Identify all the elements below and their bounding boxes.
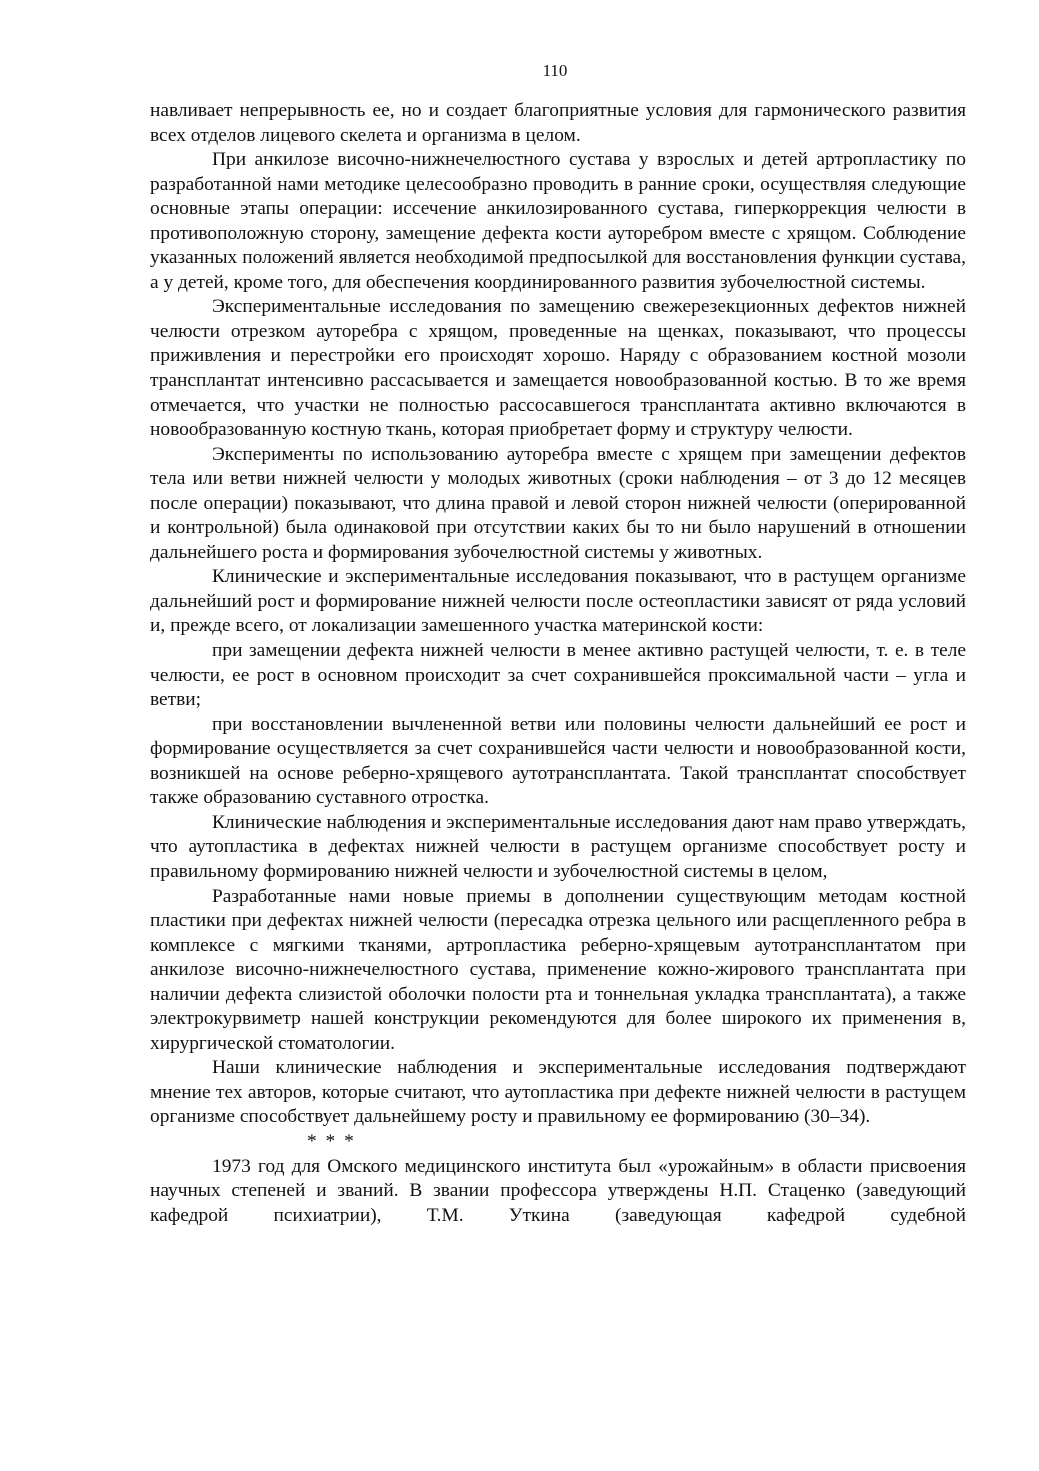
paragraph-ankylosis-arthroplasty: При анкилозе височно-нижнечелюстного сустава у взрослых и детей артропластику по разработанной нами методике целесообразно проводить в ранние сроки, осуществляя следующие основные этапы операции: иссечение анкилозированного сустава, гиперкоррекция челюсти в противоположную сторону, замещение дефекта кости ауторебром вместе с хрящом. Соблюдение указанных положений является необходимой предпосылкой для восстановления функции сустава, а у детей, кроме того, для обеспечения координированного развития зубочелюстной системы. bbox=[150, 149, 966, 293]
paragraph-clinical-observations: Клинические наблюдения и экспериментальные исследования дают нам право утверждать, что аутопластика в дефектах нижней челюсти в растущем организме способствует росту и правильному формированию нижней челюсти и зубочелюстной системы в целом, bbox=[150, 811, 966, 882]
paragraph-continuation: навливает непрерывность ее, но и создает благоприятные условия для гармонического развития всех отделов лицевого скелета и организма в целом. bbox=[150, 100, 966, 146]
paragraph-conclusion: Наши клинические наблюдения и экспериментальные исследования подтверждают мнение тех авторов, которые считают, что аутопластика при дефекте нижней челюсти в растущем организме способствует дальнейшему росту и правильному ее формированию (30–34). bbox=[150, 1057, 966, 1128]
body-text bbox=[150, 99, 966, 1228]
paragraph-clinical-growth-conditions: Клинические и экспериментальные исследования показывают, что в растущем организме дальнейший рост и формирование нижней челюсти после остеопластики зависят от ряда условий и, прежде всего, от локализации замешенного участка материнской кости: bbox=[150, 566, 966, 637]
paragraph-body-defect: при замещении дефекта нижней челюсти в менее активно растущей челюсти, т. е. в теле челюсти, ее рост в основном происходит за счет сохранившейся проксимальной части – угла и ветви; bbox=[150, 640, 966, 711]
paragraph-branch-restoration: при восстановлении вычлененной ветви или половины челюсти дальнейший ее рост и формирование осуществляется за счет сохранившейся части челюсти и новообразованной кости, возникшей на основе реберно-хрящевого аутотрансплантата. Такой трансплантат способствует также образованию суставного отростка. bbox=[150, 713, 966, 809]
paragraph-new-techniques: Разработанные нами новые приемы в дополнении существующим методам костной пластики при дефектах нижней челюсти (пересадка отрезка цельного или расщепленного ребра в комплексе с мягкими тканями, артропластика реберно-хрящевым аутотрансплантатом при анкилозе височно-нижнечелюстного сустава, применение кожно-жирового трансплантата при наличии дефекта слизистой оболочки полости рта и тоннельная укладка трансплантата), а также электрокурвиметр нашей конструкции рекомендуются для более широкого их применения в, хирургической стоматологии. bbox=[150, 885, 966, 1054]
paragraph-experimental-puppies: Экспериментальные исследования по замещению свежерезекционных дефектов нижней челюсти отрезком ауторебра с хрящом, проведенные на щенках, показывают, что процессы приживления и перестройки его происходят хорошо. Наряду с образованием костной мозоли трансплантат интенсивно рассасывается и замещается новообразованной костью. В то же время отмечается, что участки не полностью рассосавшегося трансплантата активно включаются в новообразованную костную ткань, которая приобретает форму и структуру челюсти. bbox=[150, 296, 966, 441]
page-number: 110 bbox=[542, 61, 568, 80]
section-separator: * * * bbox=[307, 1130, 356, 1152]
paragraph-experiments-young-animals: Эксперименты по использованию ауторебра вместе с хрящем при замещении дефектов тела или ветви нижней челюсти у молодых животных (сроки наблюдения – от 3 до 12 месяцев после операции) показывают, что длина правой и левой сторон нижней челюсти (оперированной и контрольной) была одинаковой при отсутствии каких бы то ни было нарушений в отношении дальнейшего роста и формирования зубочелюстной системы у животных. bbox=[150, 443, 966, 563]
paragraph-1973: 1973 год для Омского медицинского института был «урожайным» в области присвоения научных степеней и званий. В звании профессора утверждены Н.П. Стаценко (заведующий кафедрой психиатрии), Т.М. Уткина (заведующая кафедрой судебной bbox=[150, 1155, 966, 1226]
